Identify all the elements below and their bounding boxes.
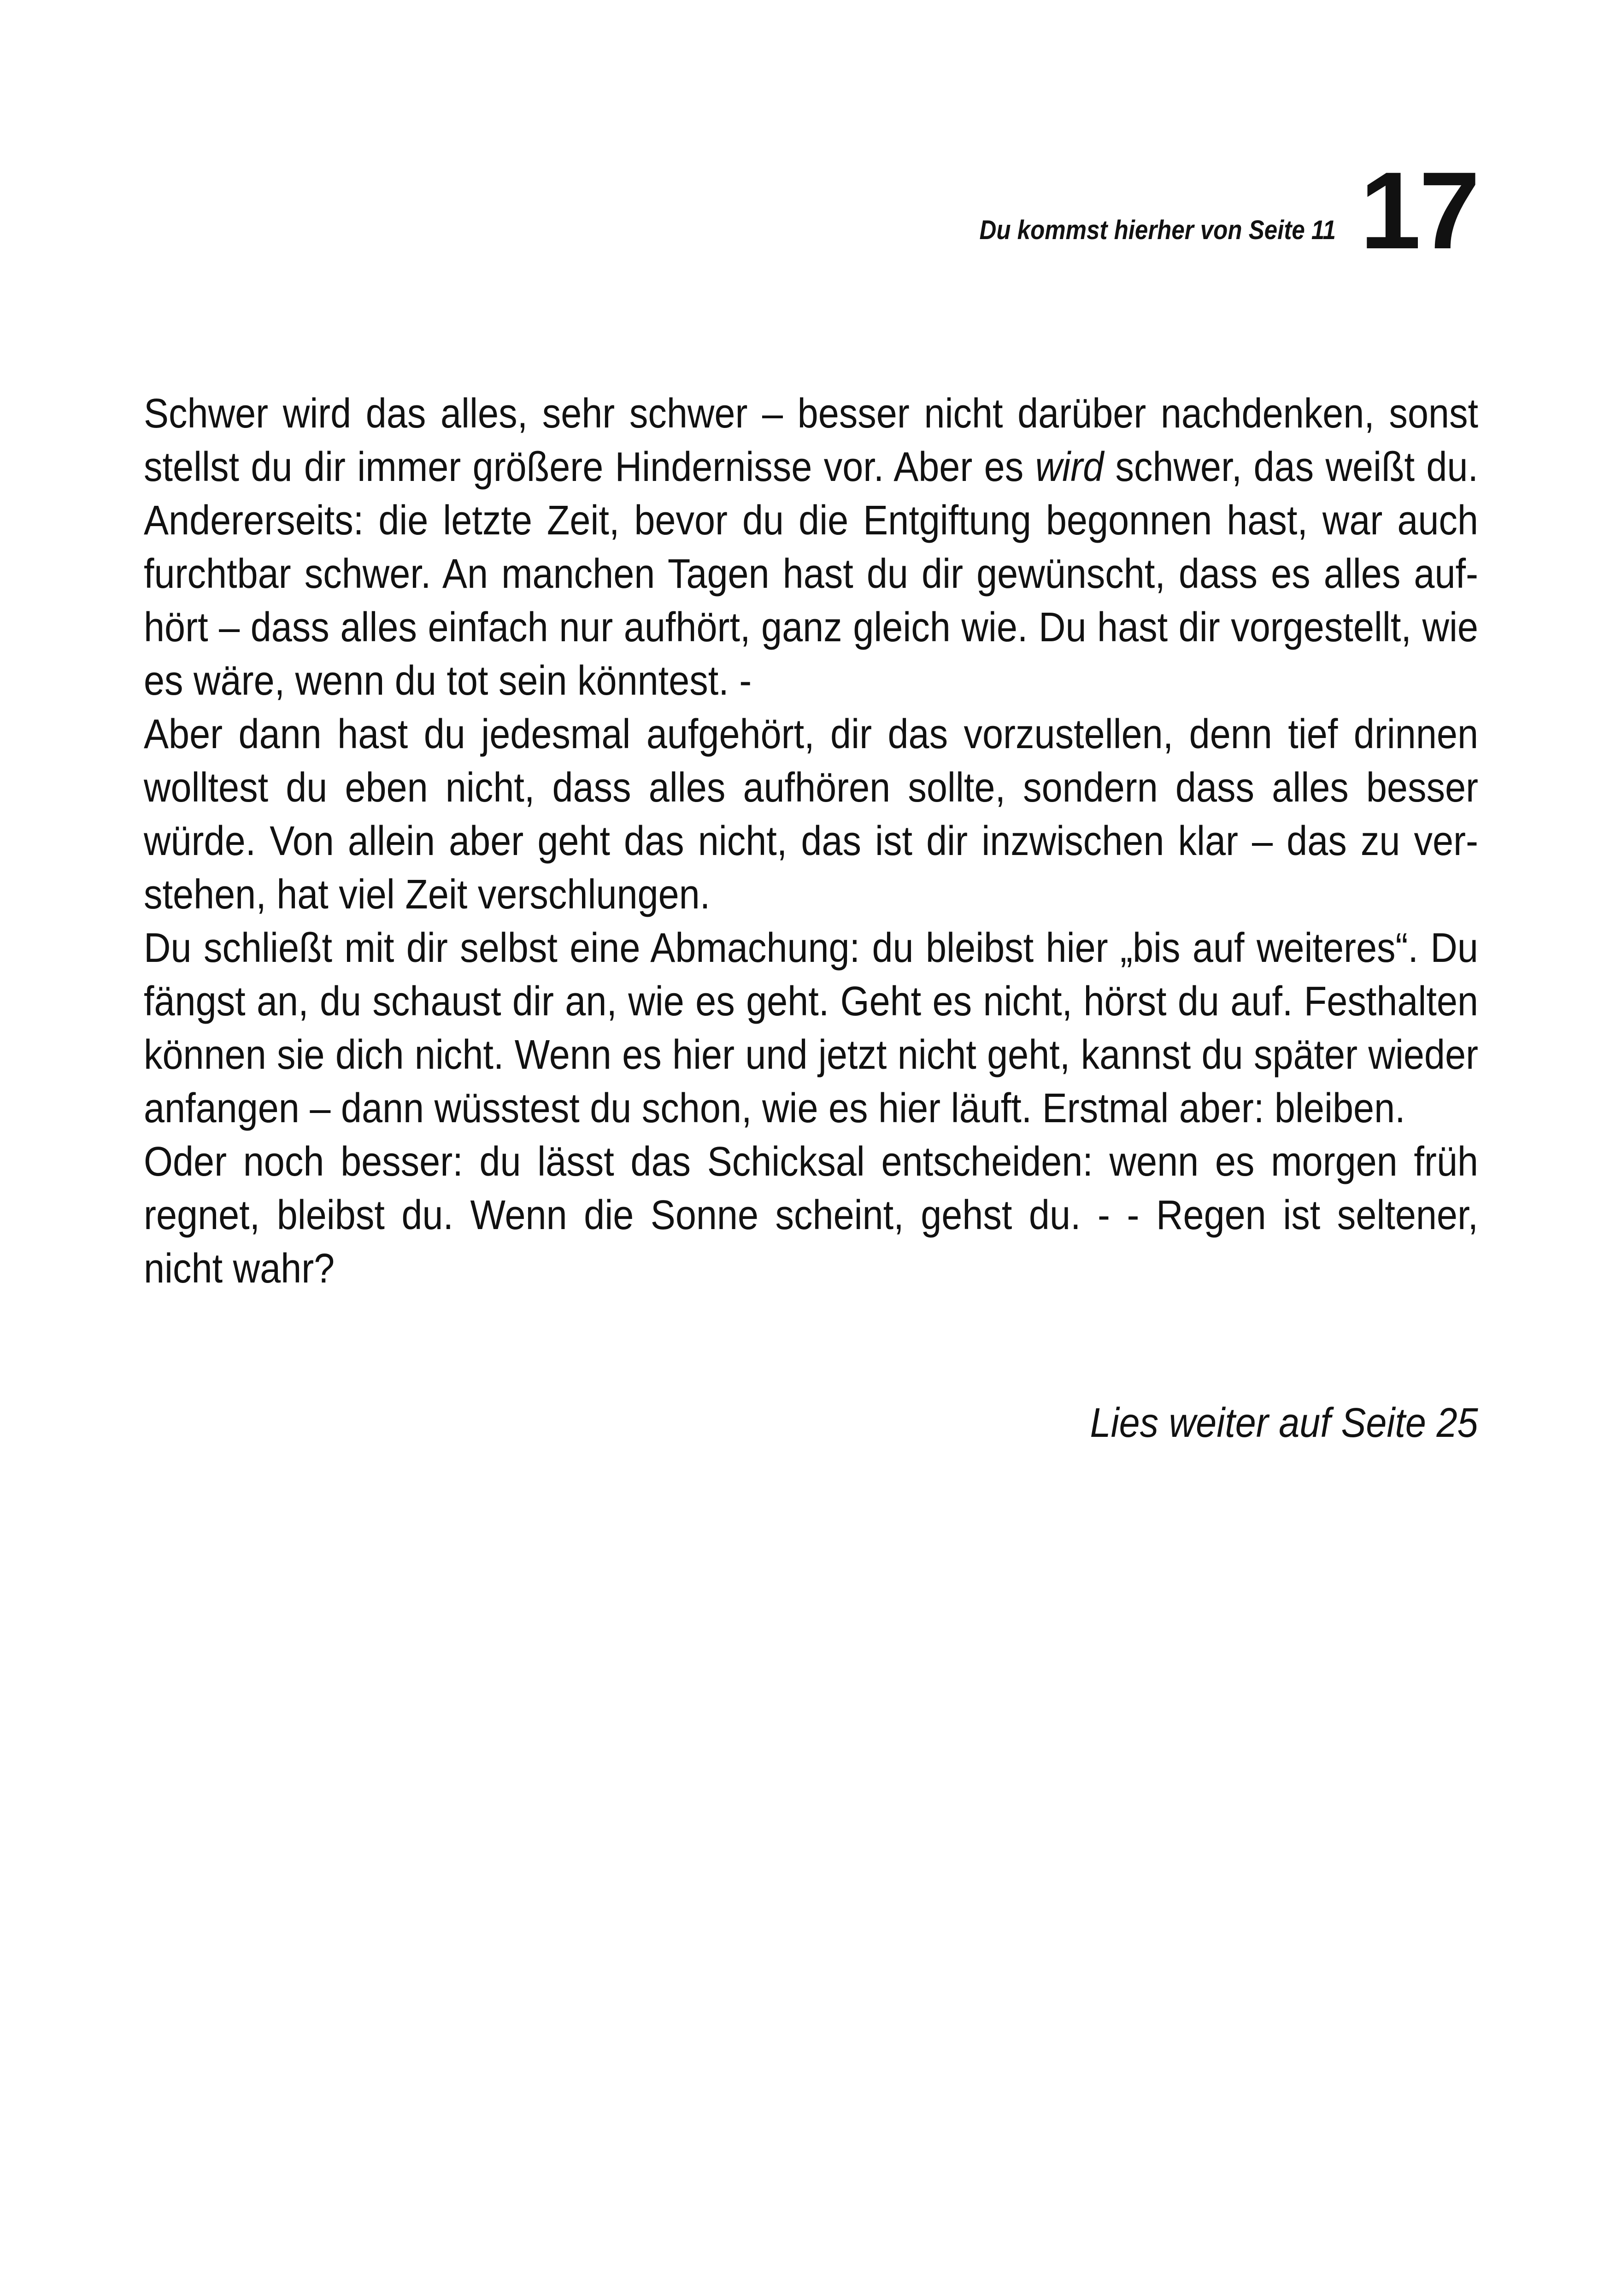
paragraph-text: Schwer wird das alles, sehr schwer – besser nicht darüber nachdenken, sonst stellst du dir immer größere Hindernisse vor. Aber es: [144, 391, 1478, 490]
from-page-note: Du kommst hierher von Seite 11: [979, 215, 1336, 246]
page-number: 17: [1360, 150, 1478, 272]
paragraph: Aber dann hast du jedesmal aufgehört, dir das vorzustellen, denn tief drinnen wolltest du eben nicht, dass alles aufhören sollte, sondern dass alles besser würde. Von allein aber geht das nicht, das ist dir inzwischen klar – das zu verstehen, hat viel Zeit verschlungen.: [144, 711, 1478, 918]
continue-reading-link[interactable]: Lies weiter auf Seite 25: [1090, 1400, 1478, 1446]
paragraph: Oder noch besser: du lässt das Schicksal entscheiden: wenn es morgen früh regnet, bleibst du. Wenn die Sonne scheint, gehst du. - - Regen ist seltener, nicht wahr?: [144, 1139, 1478, 1292]
paragraph: Du schließt mit dir selbst eine Abmachung: du bleibst hier „bis auf weiteres“. Du fängst an, du schaust dir an, wie es geht. Geht es nicht, hörst du auf. Festhalten können sie dich nicht. Wenn es hier und jetzt nicht geht, kannst du später wieder anfangen – dann wüsstest du schon, wie es hier läuft. Erstmal aber: bleiben.: [144, 925, 1478, 1131]
paragraph: [144, 387, 1478, 708]
paragraph-text: schwer, das weißt du. Andererseits: die letzte Zeit, bevor du die Entgiftung begonnen hast, war auch furchtbar schwer. An manchen Tagen hast du dir gewünscht, dass es alles aufhört – dass alles einfach nur aufhört, ganz gleich wie. Du hast dir vorgestellt, wie es wäre, wenn du tot sein könntest. -: [144, 444, 1478, 704]
emphasized-word: wird: [1035, 444, 1104, 490]
page-header: [931, 150, 1478, 272]
body-text: [144, 387, 1478, 1295]
